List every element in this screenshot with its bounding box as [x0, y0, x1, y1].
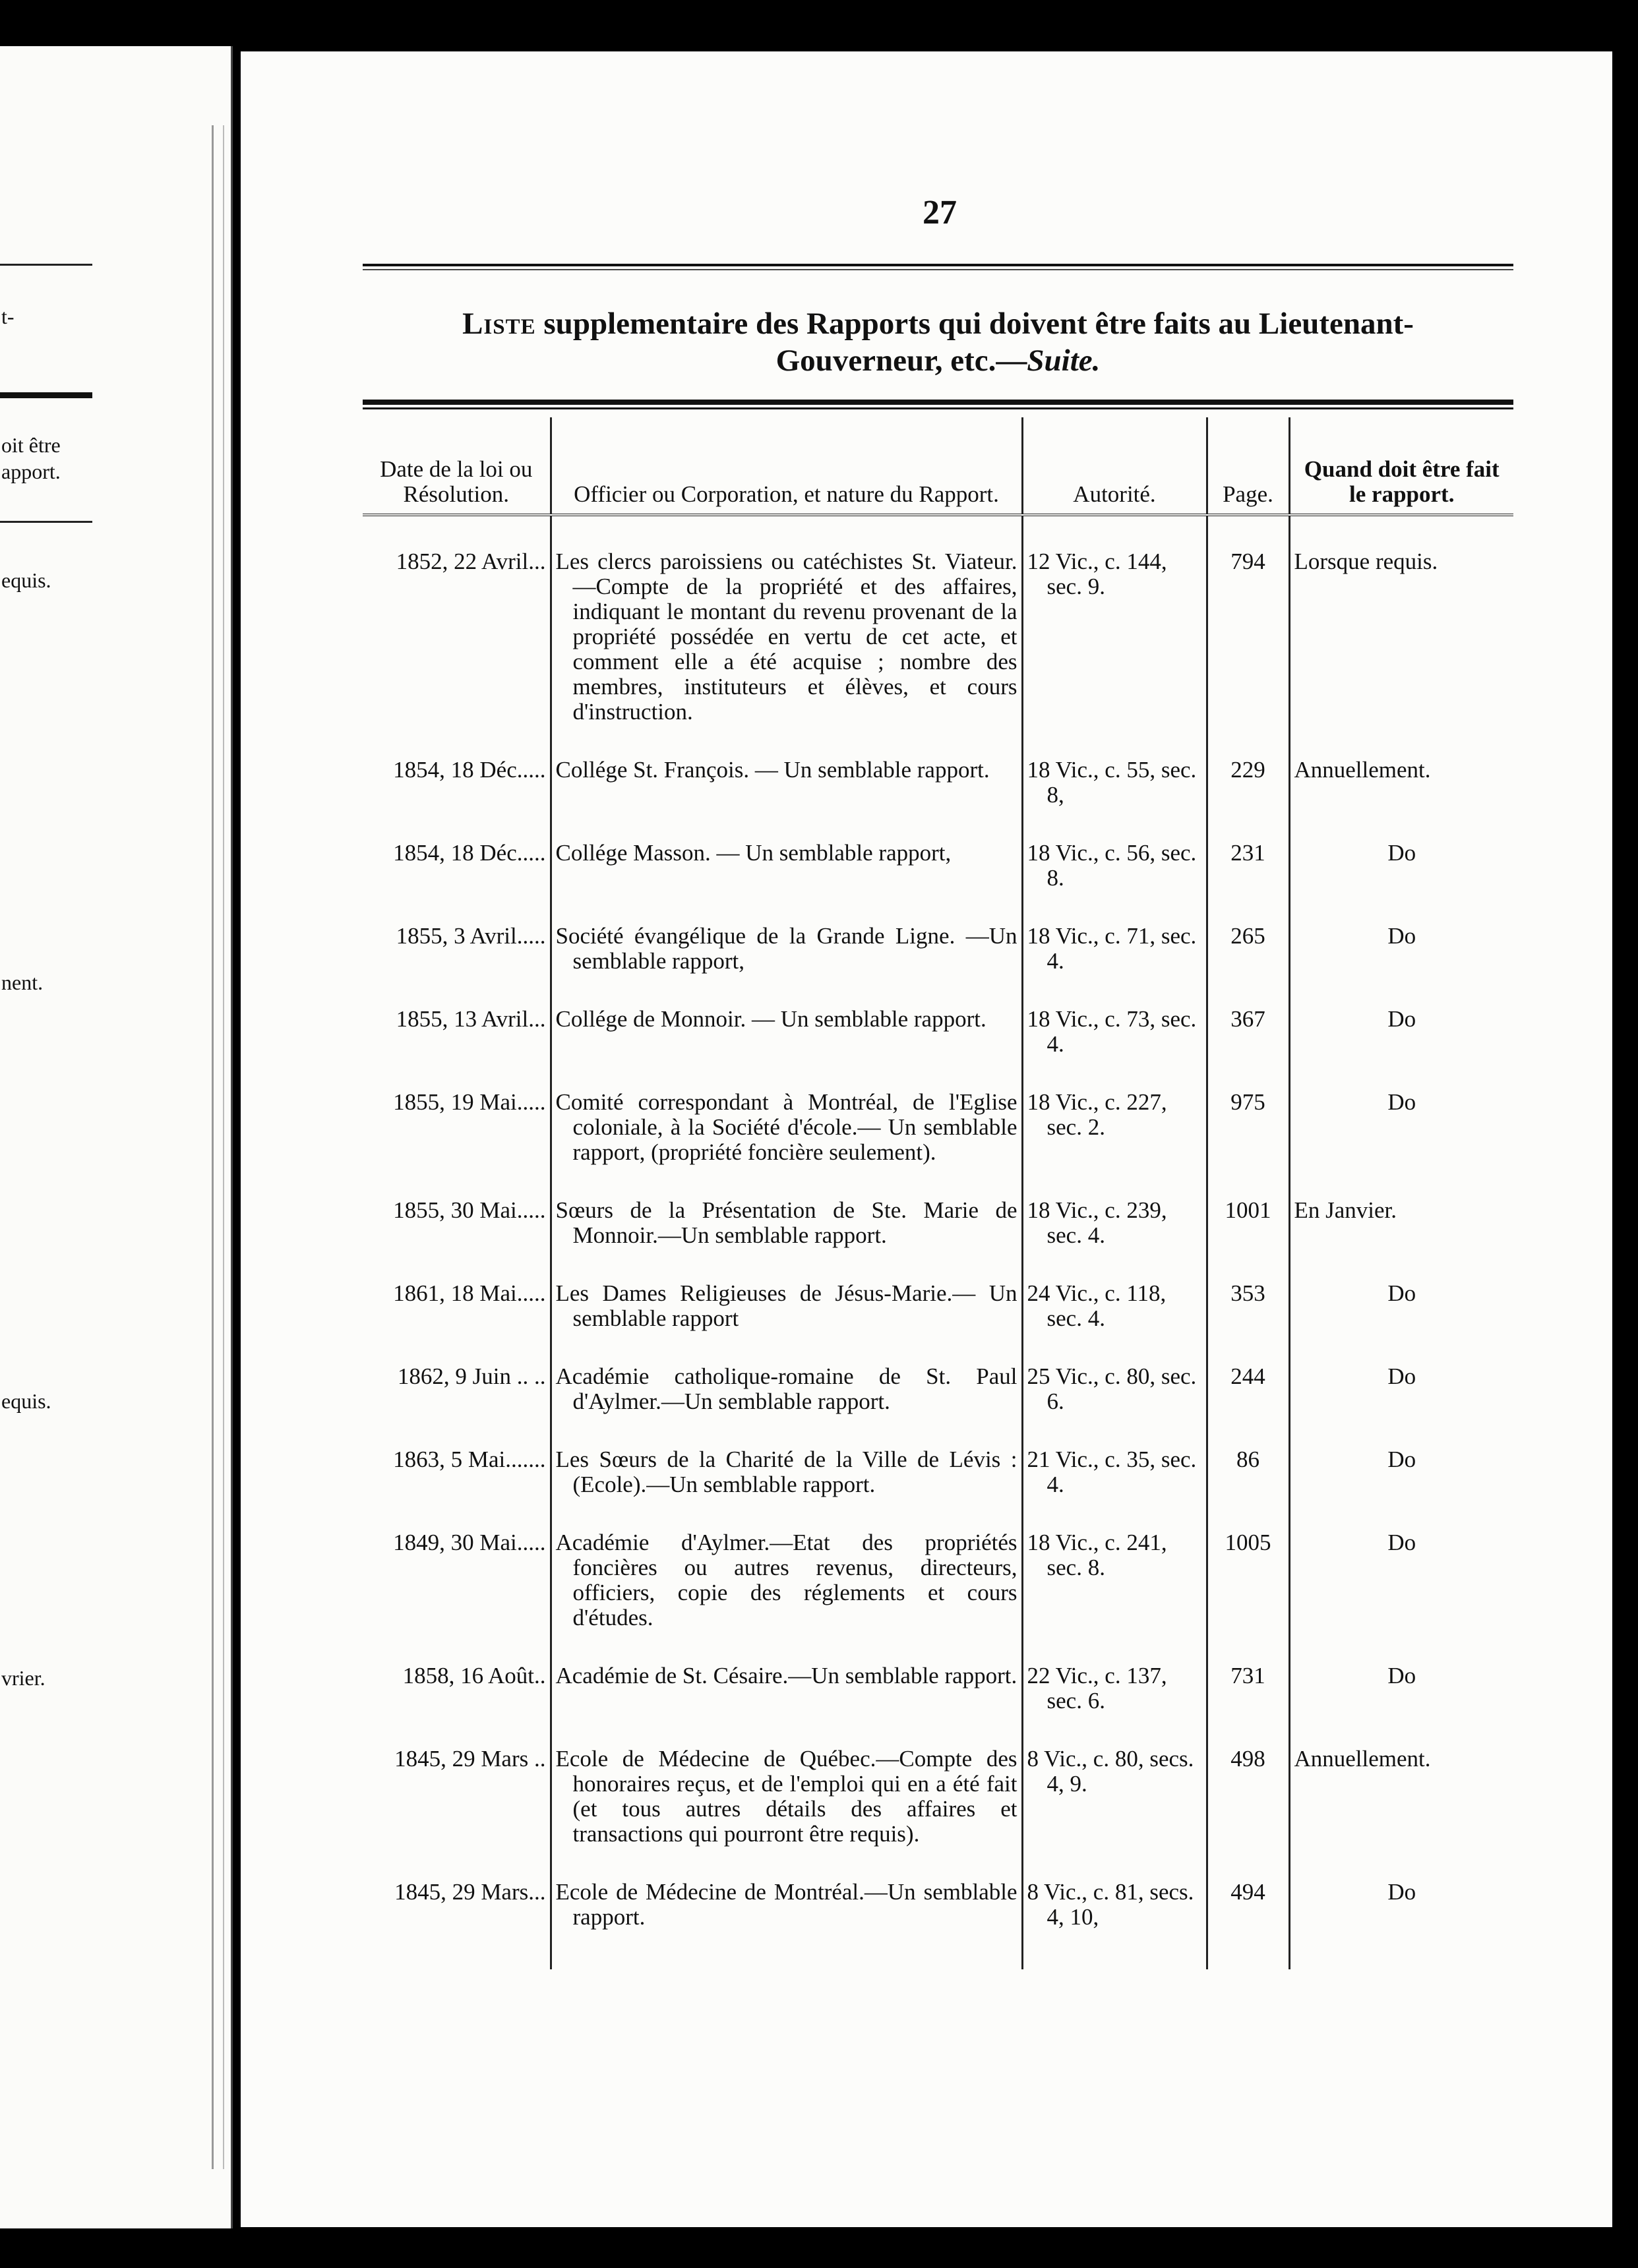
page-title: [363, 305, 1513, 379]
cell-when: [1289, 515, 1513, 758]
cell-officer-text: Ecole de Médecine de Québec.—Compte des honoraires reçus, et de l'emploi qui en a été fait (et tous autres détails des affaires et transactions qui pourront être requis).: [555, 1746, 1017, 1847]
cell-date: [363, 1663, 551, 1746]
title-line-2: Gouverneur, etc.—: [775, 343, 1027, 378]
cell-date-text: 1854, 18 Déc.....: [393, 757, 546, 783]
cell-when-text: Do: [1387, 840, 1416, 866]
cell-page-text: 367: [1230, 1006, 1265, 1032]
cell-page: [1207, 1364, 1289, 1447]
title-rule: [363, 400, 1513, 409]
cell-officer-text: Ecole de Médecine de Montréal.—Un semblable rapport.: [555, 1879, 1017, 1930]
cell-officer-text: Les Dames Religieuses de Jésus-Marie.— Un semblable rapport: [555, 1280, 1017, 1331]
document-page: [241, 51, 1612, 2227]
cell-officer: [551, 1880, 1022, 1969]
left-page-rule: [0, 264, 92, 266]
table-row: [363, 1364, 1513, 1447]
cell-authority: [1022, 1530, 1207, 1663]
header-officer: Officier ou Corporation, et nature du Rapport.: [551, 417, 1022, 515]
cell-when: [1289, 1281, 1513, 1364]
cell-authority: [1022, 515, 1207, 758]
cell-authority-text: 18 Vic., c. 241, sec. 8.: [1027, 1530, 1167, 1580]
cell-when: [1289, 1447, 1513, 1530]
page-number: 27: [923, 194, 957, 231]
title-line-1: supplementaire des Rapports qui doivent être faits au Lieutenant-: [543, 307, 1414, 341]
cell-when-text: En Janvier.: [1294, 1197, 1397, 1223]
cell-date-text: 1855, 19 Mai.....: [393, 1089, 546, 1115]
table-header-row: [363, 417, 1513, 515]
cell-date: [363, 924, 551, 1007]
cell-page-text: 231: [1230, 840, 1265, 866]
cell-page-text: 494: [1230, 1879, 1265, 1905]
cell-authority: [1022, 1663, 1207, 1746]
left-page-rule: [0, 521, 92, 523]
cell-page-text: 86: [1236, 1447, 1259, 1472]
cell-date: [363, 758, 551, 841]
cell-date: [363, 1530, 551, 1663]
cell-when: [1289, 1663, 1513, 1746]
cell-when: [1289, 1198, 1513, 1281]
cell-date-text: 1852, 22 Avril...: [396, 549, 546, 574]
cell-when: [1289, 1090, 1513, 1198]
cell-authority-text: 21 Vic., c. 35, sec. 4.: [1027, 1447, 1197, 1497]
cell-authority: [1022, 1364, 1207, 1447]
left-page-fragment: oit être: [1, 433, 61, 457]
cell-officer: [551, 1198, 1022, 1281]
cell-date: [363, 1198, 551, 1281]
cell-page: [1207, 515, 1289, 758]
cell-page: [1207, 1281, 1289, 1364]
cell-authority: [1022, 758, 1207, 841]
cell-officer: [551, 1007, 1022, 1090]
cell-page: [1207, 1198, 1289, 1281]
cell-authority-text: 18 Vic., c. 227, sec. 2.: [1027, 1089, 1167, 1140]
cell-date: [363, 515, 551, 758]
table-row: [363, 1281, 1513, 1364]
cell-date-text: 1855, 3 Avril.....: [396, 923, 546, 949]
cell-authority: [1022, 1090, 1207, 1198]
table-row: [363, 1198, 1513, 1281]
table-body: [363, 515, 1513, 1969]
cell-date: [363, 1281, 551, 1364]
cell-page: [1207, 1530, 1289, 1663]
cell-officer: [551, 841, 1022, 924]
title-lead-word: Liste: [462, 307, 536, 341]
cell-date-text: 1861, 18 Mai.....: [393, 1280, 546, 1306]
cell-officer-text: Sœurs de la Présentation de Ste. Marie de Monnoir.—Un semblable rapport.: [555, 1197, 1017, 1248]
cell-when-text: Do: [1387, 1006, 1416, 1032]
cell-date: [363, 1746, 551, 1880]
cell-officer: [551, 1530, 1022, 1663]
cell-authority-text: 18 Vic., c. 239, sec. 4.: [1027, 1197, 1167, 1248]
cell-date: [363, 841, 551, 924]
cell-authority-text: 25 Vic., c. 80, sec. 6.: [1027, 1363, 1197, 1414]
cell-authority-text: 18 Vic., c. 71, sec. 4.: [1027, 923, 1197, 974]
cell-date-text: 1862, 9 Juin .. ..: [397, 1363, 546, 1389]
cell-page-text: 975: [1230, 1089, 1265, 1115]
cell-officer-text: Collége Masson. — Un semblable rapport,: [555, 840, 952, 866]
table-row: [363, 1007, 1513, 1090]
cell-when: [1289, 1007, 1513, 1090]
cell-page-text: 244: [1230, 1363, 1265, 1389]
cell-authority: [1022, 1880, 1207, 1969]
cell-officer-text: Comité correspondant à Montréal, de l'Eglise coloniale, à la Société d'école.— Un semblable rapport, (propriété foncière seulement).: [555, 1089, 1017, 1165]
cell-authority-text: 8 Vic., c. 80, secs. 4, 9.: [1027, 1746, 1194, 1797]
cell-authority: [1022, 1281, 1207, 1364]
cell-page: [1207, 841, 1289, 924]
left-page-fragment: equis.: [1, 1389, 51, 1413]
cell-date-text: 1863, 5 Mai.......: [393, 1447, 546, 1472]
cell-when: [1289, 1746, 1513, 1880]
cell-officer-text: Académie de St. Césaire.—Un semblable rapport.: [555, 1663, 1017, 1688]
cell-date-text: 1845, 29 Mars ..: [394, 1746, 546, 1772]
reports-table: [363, 417, 1513, 1969]
table-row: [363, 924, 1513, 1007]
cell-authority: [1022, 841, 1207, 924]
page-gutter: [212, 125, 224, 2169]
cell-date-text: 1855, 13 Avril...: [396, 1006, 546, 1032]
cell-page: [1207, 1880, 1289, 1969]
left-page-fragment: apport.: [1, 460, 61, 483]
cell-when-text: Do: [1387, 1879, 1416, 1905]
cell-when-text: Do: [1387, 1280, 1416, 1306]
cell-page: [1207, 1746, 1289, 1880]
cell-officer: [551, 1663, 1022, 1746]
cell-when: [1289, 841, 1513, 924]
cell-date-text: 1849, 30 Mai.....: [393, 1530, 546, 1555]
table-row: [363, 758, 1513, 841]
cell-authority: [1022, 1746, 1207, 1880]
cell-officer: [551, 515, 1022, 758]
left-facing-page: [0, 46, 233, 2228]
cell-when-text: Do: [1387, 1089, 1416, 1115]
title-suite: Suite.: [1027, 343, 1101, 378]
table-row: [363, 1090, 1513, 1198]
left-page-fragment: nent.: [1, 970, 44, 994]
cell-officer-text: Société évangélique de la Grande Ligne. —Un semblable rapport,: [555, 923, 1017, 974]
cell-date: [363, 1364, 551, 1447]
top-rule: [363, 264, 1513, 270]
cell-officer-text: Académie d'Aylmer.—Etat des propriétés foncières ou autres revenus, directeurs, officiers, copie des réglements et cours d'études.: [555, 1530, 1017, 1630]
cell-date: [363, 1447, 551, 1530]
header-authority: Autorité.: [1022, 417, 1207, 515]
table-row: [363, 841, 1513, 924]
cell-authority-text: 8 Vic., c. 81, secs. 4, 10,: [1027, 1879, 1194, 1930]
left-page-fragment: equis.: [1, 568, 51, 592]
cell-officer-text: Académie catholique-romaine de St. Paul d'Aylmer.—Un semblable rapport.: [555, 1363, 1017, 1414]
cell-officer: [551, 758, 1022, 841]
cell-date-text: 1845, 29 Mars...: [394, 1879, 546, 1905]
cell-officer: [551, 1281, 1022, 1364]
cell-date: [363, 1880, 551, 1969]
cell-officer: [551, 1447, 1022, 1530]
cell-authority-text: 24 Vic., c. 118, sec. 4.: [1027, 1280, 1167, 1331]
cell-when-text: Do: [1387, 1530, 1416, 1555]
header-date: Date de la loi ou Résolution.: [363, 417, 551, 515]
cell-when: [1289, 1880, 1513, 1969]
cell-officer-text: Les clercs paroissiens ou catéchistes St. Viateur.—Compte de la propriété et des affaires, indiquant le montant du revenu provenant de la propriété possédée en vertu de cet acte, et comment elle a été acquise ; nombre des membres, instituteurs et élèves, et cours d'instruction.: [555, 549, 1017, 725]
cell-when-text: Do: [1387, 1363, 1416, 1389]
cell-page-text: 1005: [1225, 1530, 1271, 1555]
cell-officer-text: Les Sœurs de la Charité de la Ville de Lévis : (Ecole).—Un semblable rapport.: [555, 1447, 1017, 1497]
cell-authority: [1022, 1447, 1207, 1530]
cell-authority: [1022, 1198, 1207, 1281]
cell-page-text: 731: [1230, 1663, 1265, 1688]
cell-page-text: 498: [1230, 1746, 1265, 1772]
header-when: Quand doit être fait le rapport.: [1289, 417, 1513, 515]
cell-when: [1289, 1530, 1513, 1663]
cell-page: [1207, 1090, 1289, 1198]
cell-date-text: 1855, 30 Mai.....: [393, 1197, 546, 1223]
cell-page: [1207, 1663, 1289, 1746]
cell-authority-text: 18 Vic., c. 73, sec. 4.: [1027, 1006, 1197, 1057]
cell-authority-text: 22 Vic., c. 137, sec. 6.: [1027, 1663, 1167, 1714]
cell-authority-text: 18 Vic., c. 55, sec. 8,: [1027, 757, 1197, 808]
cell-officer: [551, 924, 1022, 1007]
left-page-rule: [0, 392, 92, 398]
cell-when: [1289, 924, 1513, 1007]
cell-page-text: 265: [1230, 923, 1265, 949]
left-page-fragment: vrier.: [1, 1666, 46, 1690]
cell-when: [1289, 1364, 1513, 1447]
table-row: [363, 1746, 1513, 1880]
left-page-fragment: t-: [1, 305, 15, 328]
cell-officer: [551, 1746, 1022, 1880]
cell-when-text: Do: [1387, 1447, 1416, 1472]
cell-officer: [551, 1364, 1022, 1447]
cell-when-text: Do: [1387, 923, 1416, 949]
table-row: [363, 515, 1513, 758]
table-row: [363, 1663, 1513, 1746]
cell-authority-text: 12 Vic., c. 144, sec. 9.: [1027, 549, 1167, 599]
cell-date-text: 1858, 16 Août..: [402, 1663, 546, 1688]
cell-authority: [1022, 924, 1207, 1007]
table-row: [363, 1530, 1513, 1663]
cell-date: [363, 1007, 551, 1090]
cell-date-text: 1854, 18 Déc.....: [393, 840, 546, 866]
cell-authority: [1022, 1007, 1207, 1090]
cell-officer-text: Collége St. François. — Un semblable rapport.: [555, 757, 990, 783]
cell-when-text: Annuellement.: [1294, 1746, 1431, 1772]
cell-date: [363, 1090, 551, 1198]
cell-page-text: 229: [1230, 757, 1265, 783]
table-row: [363, 1880, 1513, 1969]
cell-when-text: Annuellement.: [1294, 757, 1431, 783]
cell-officer: [551, 1090, 1022, 1198]
cell-page-text: 794: [1230, 549, 1265, 574]
cell-page: [1207, 1447, 1289, 1530]
cell-when-text: Lorsque requis.: [1294, 549, 1438, 574]
cell-when-text: Do: [1387, 1663, 1416, 1688]
cell-officer-text: Collége de Monnoir. — Un semblable rapport.: [555, 1006, 986, 1032]
cell-authority-text: 18 Vic., c. 56, sec. 8.: [1027, 840, 1197, 891]
cell-when: [1289, 758, 1513, 841]
cell-page-text: 353: [1230, 1280, 1265, 1306]
table-row: [363, 1447, 1513, 1530]
header-page: Page.: [1207, 417, 1289, 515]
cell-page: [1207, 1007, 1289, 1090]
cell-page-text: 1001: [1225, 1197, 1271, 1223]
cell-page: [1207, 924, 1289, 1007]
cell-page: [1207, 758, 1289, 841]
